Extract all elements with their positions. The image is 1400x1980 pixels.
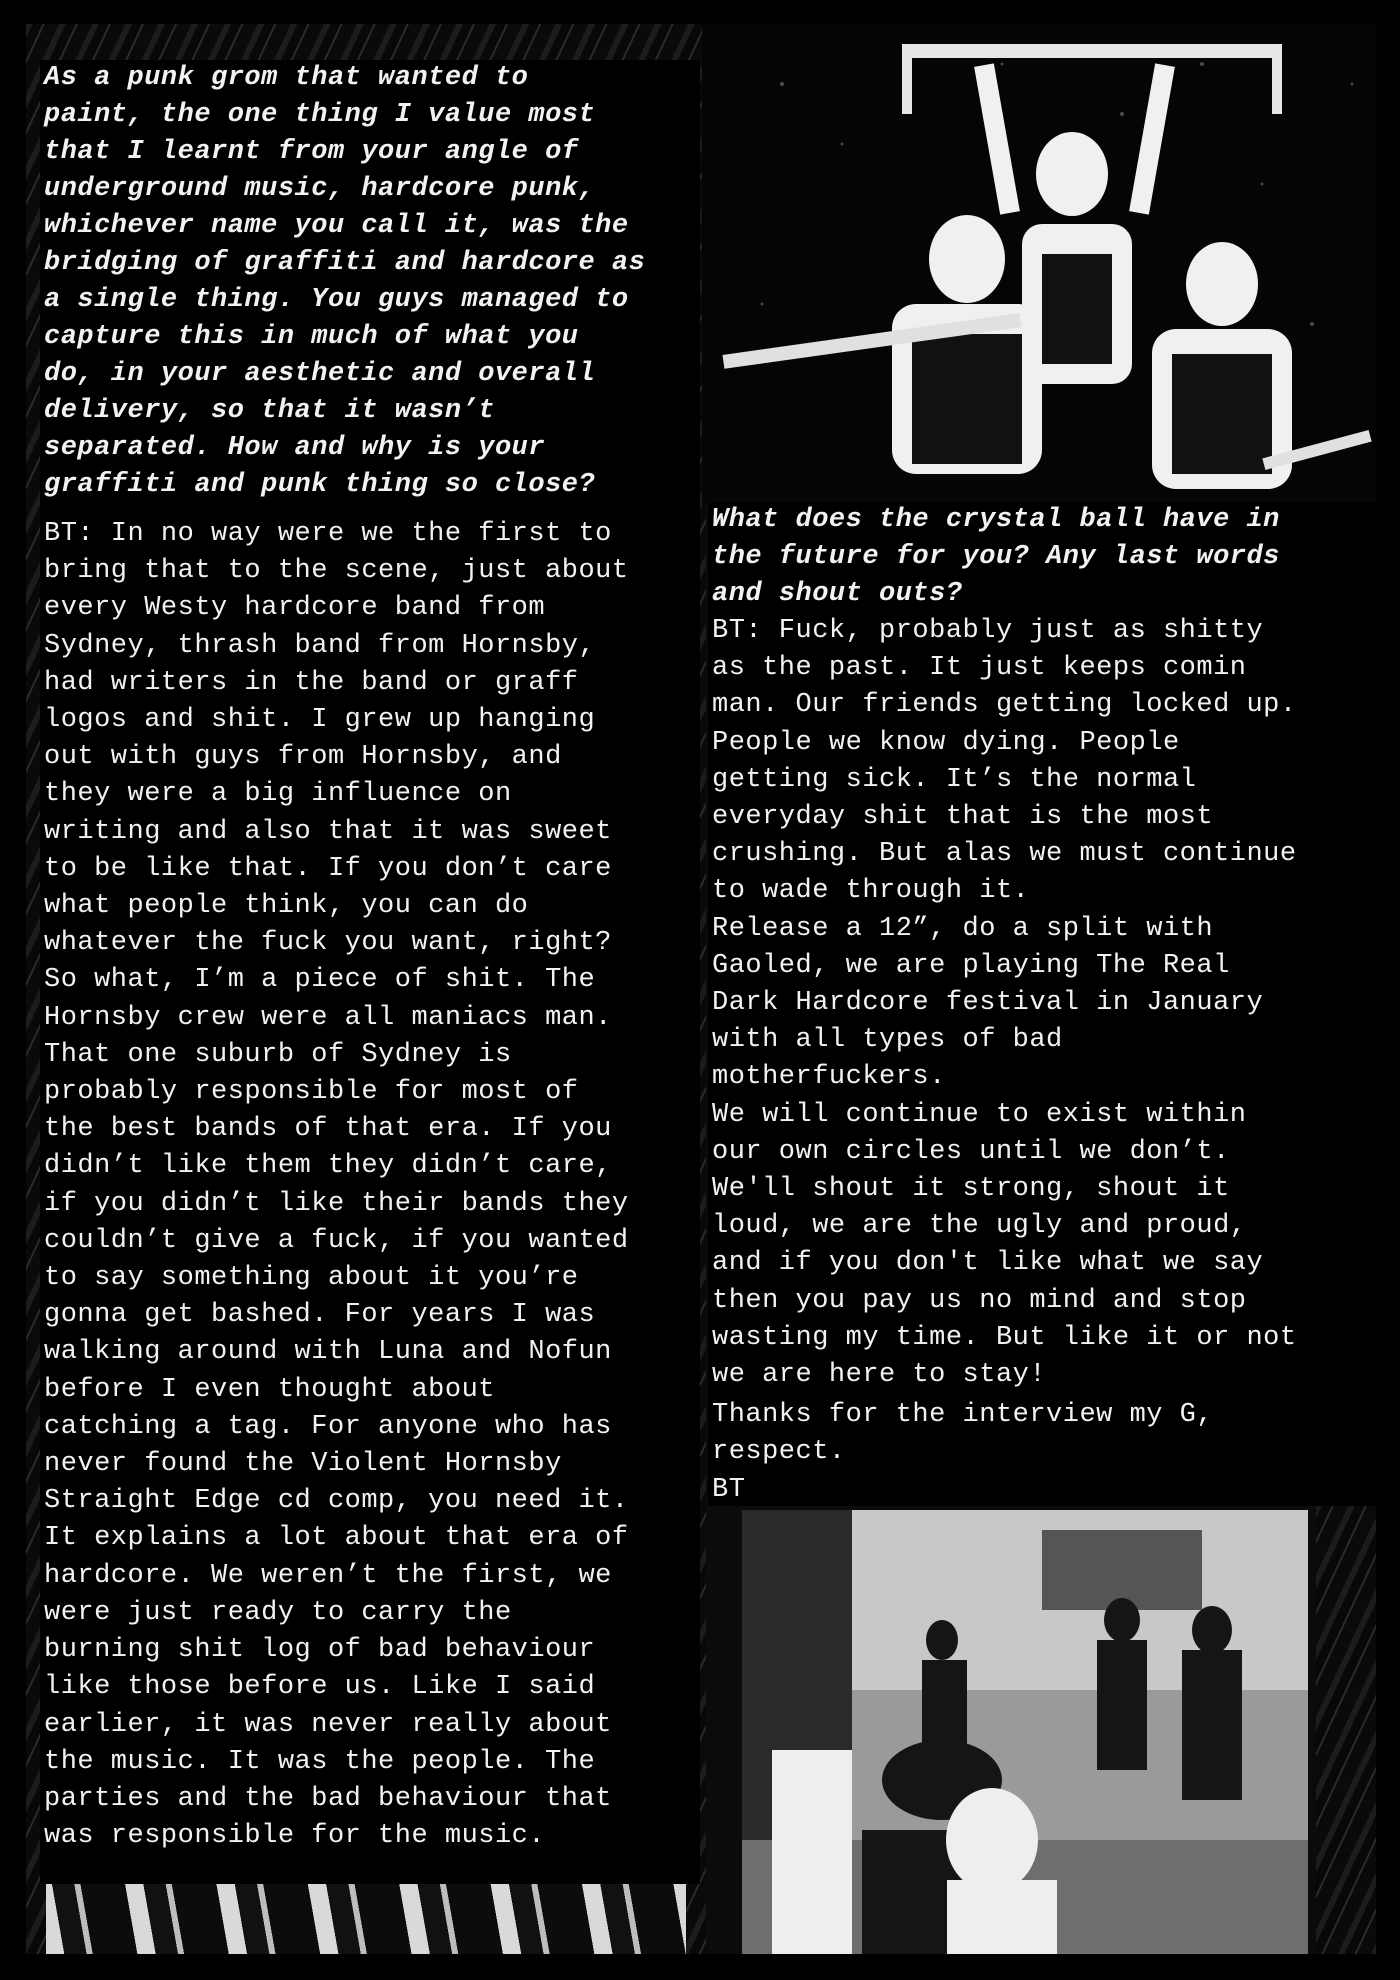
right-interview-column	[708, 502, 1376, 1506]
collage-texture-right-edge	[1316, 1504, 1376, 1954]
zine-page	[26, 24, 1376, 1954]
signoff: BT	[712, 1474, 746, 1505]
live-show-crowd-photo	[742, 1510, 1308, 1954]
band-photo-graphic	[702, 24, 1376, 504]
thanks-line: Thanks for the interview my G, respect.	[712, 1400, 1214, 1468]
graffiti-punk-question: As a punk grom that wanted to paint, the one thing I value most that I learnt from your angle of underground music, hardcore punk, whichever name you call it, was the bridging of graffiti and hardcore as a single thing. You guys managed to capture this in much of what you do, in your aesthetic and overall delivery, so that it wasn’t separated. How and why is your graffiti and punk thing so close?	[44, 63, 646, 500]
crystal-ball-answer: BT: Fuck, probably just as shitty as the past. It just keeps comin man. Our friends getting locked up. People we know dying. People getting sick. It’s the normal everyday shit that is the most crushing. But alas we must continue to wade through it. Release a 12”, do a split with Gaoled, we are playing The Real Dark Hardcore festival in January with all types of bad motherfuckers. We will continue to exist within our own circles until we don’t. We'll shout it strong, shout it loud, we are the ugly and proud, and if you don't like what we say then you pay us no mind and stop wasting my time. But like it or not we are here to stay!	[712, 616, 1297, 1391]
graffiti-punk-answer: BT: In no way were we the first to bring that to the scene, just about every Westy hardcore band from Sydney, thrash band from Hornsby, had writers in the band or graff logos and shit. I grew up hanging out with guys from Hornsby, and they were a big influence on writing and also that it was sweet to be like that. If you don’t care what people think, you can do whatever the fuck you want, right? So what, I’m a piece of shit. The Hornsby crew were all maniacs man. That one suburb of Sydney is probably responsible for most of the best bands of that era. If you didn’t like them they didn’t care, if you didn’t like their bands they couldn’t give a fuck, if you wanted to say something about it you’re gonna get bashed. For years I was walking around with Luna and Nofun before I even thought about catching a tag. For anyone who has never found the Violent Hornsby Straight Edge cd comp, you need it. It explains a lot about that era of hardcore. We weren’t the first, we were just ready to carry the burning shit log of bad behaviour like those before us. Like I said earlier, it was never really about the music. It was the people. The parties and the bad behaviour that was responsible for the music.	[44, 519, 629, 1852]
left-interview-column	[40, 60, 700, 1884]
live-photo-graphic	[742, 1510, 1308, 1954]
crystal-ball-question: What does the crystal ball have in the future for you? Any last words and shout outs?	[712, 505, 1280, 609]
band-cutout-photo	[702, 24, 1376, 504]
